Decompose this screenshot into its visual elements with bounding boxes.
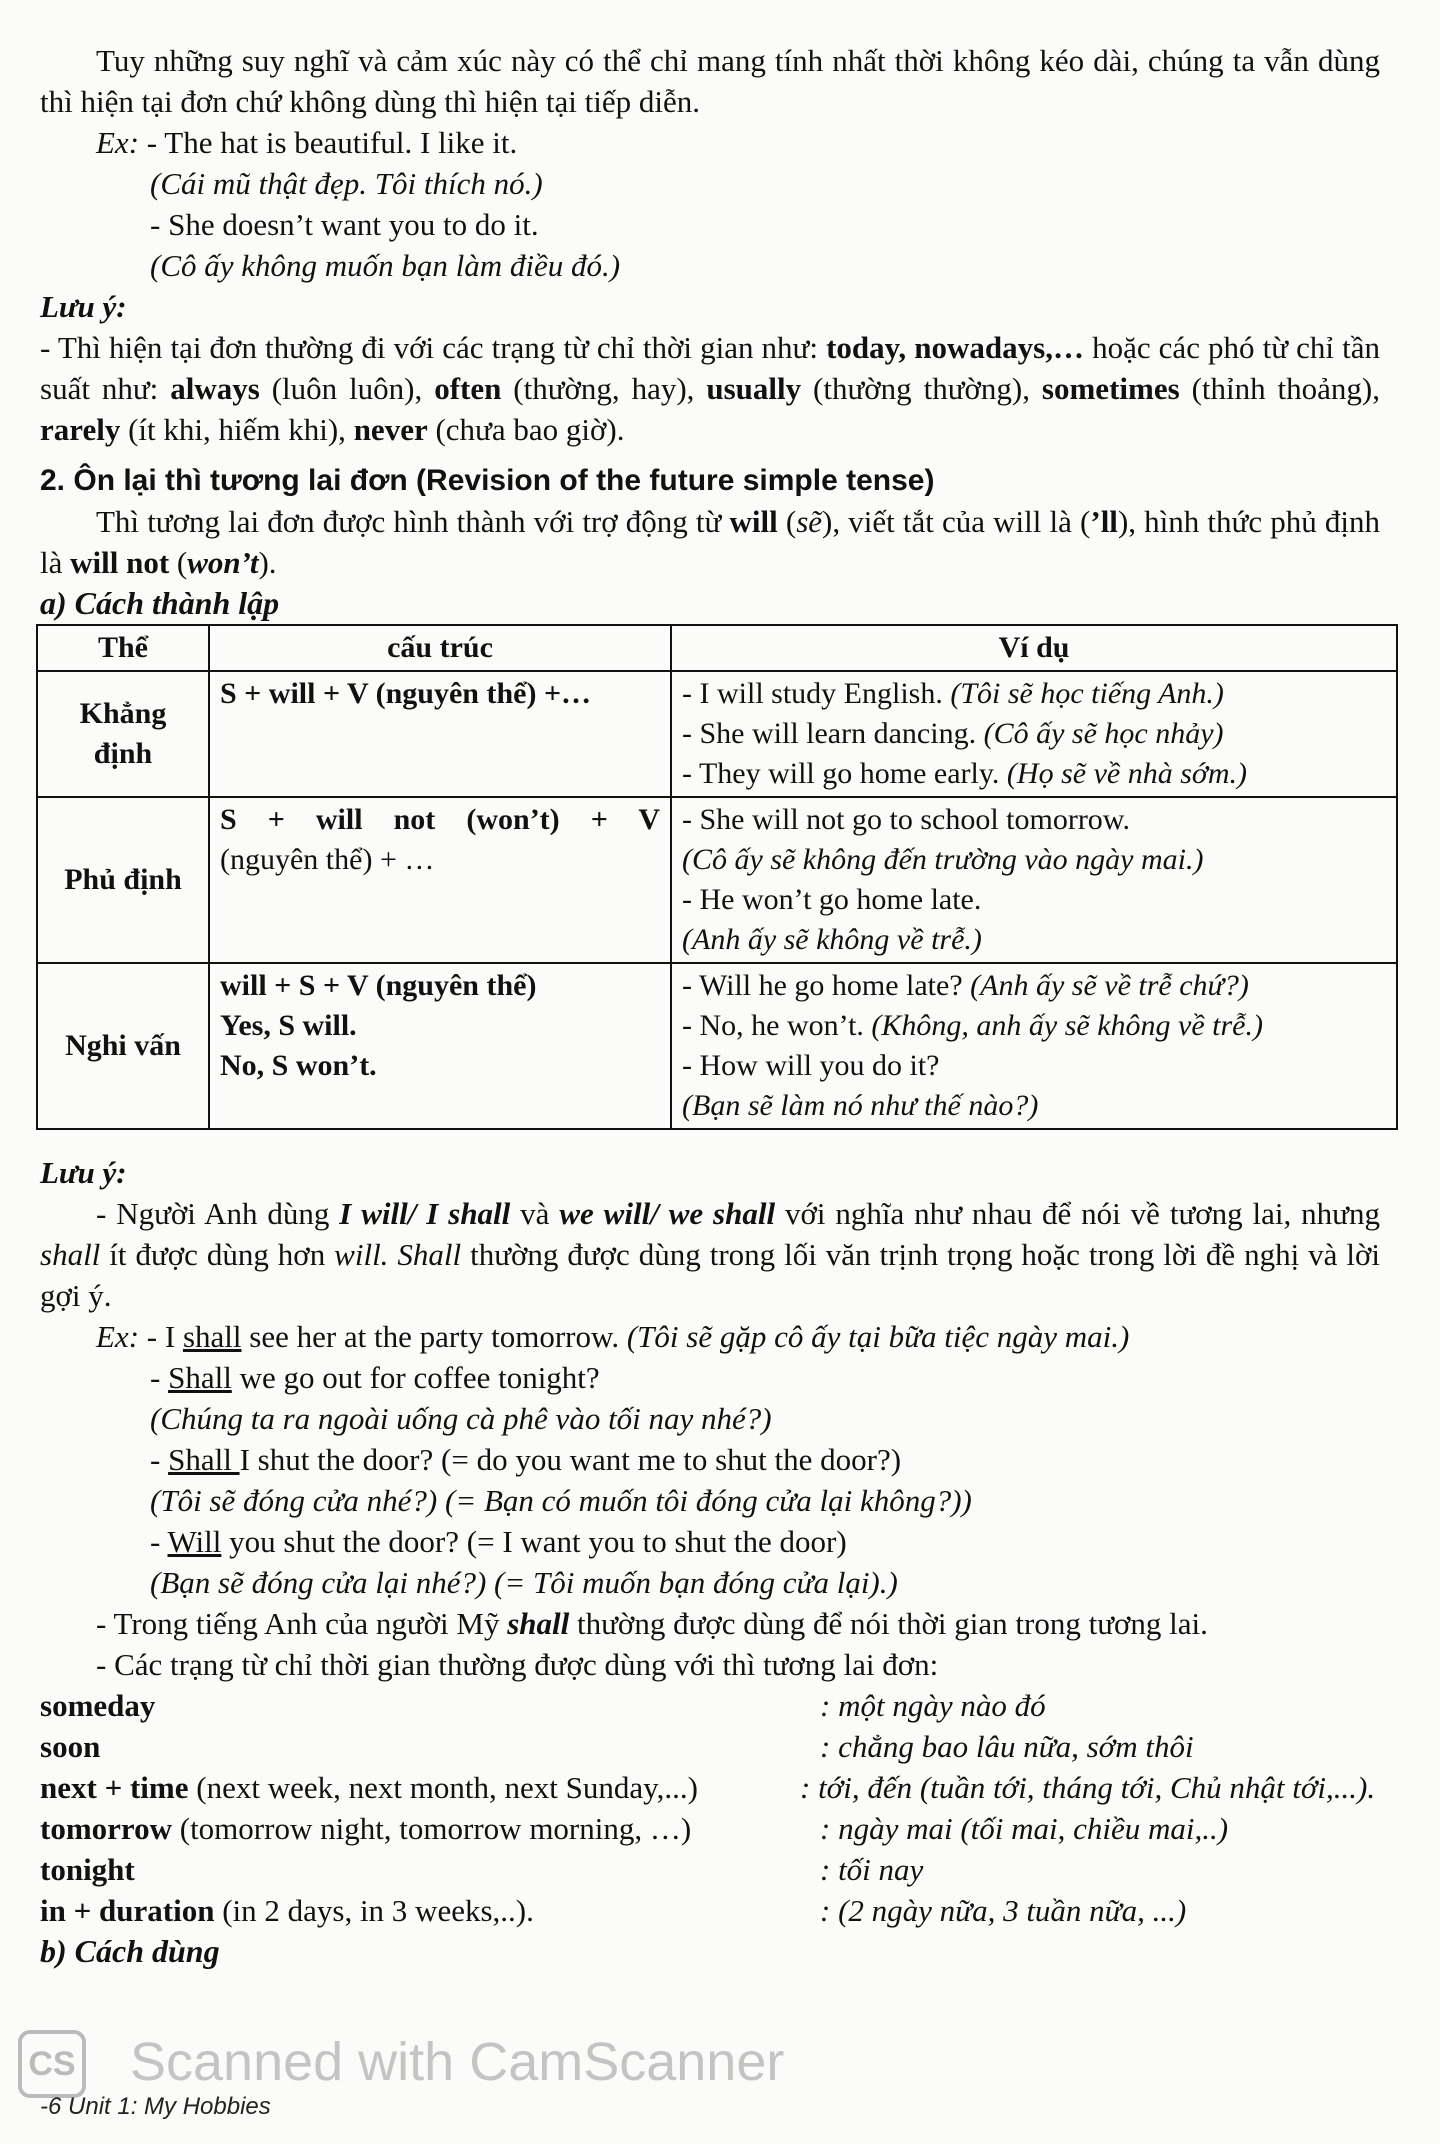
table-cell-form: Phủ định <box>37 797 209 963</box>
table-row <box>37 797 1397 963</box>
table-cell-examples <box>671 797 1397 963</box>
future-simple-table <box>36 624 1398 1130</box>
structure-line: (nguyên thể) + … <box>220 843 435 876</box>
camscanner-logo: CS <box>18 2030 86 2098</box>
adverb-item: tonight : tối nay <box>40 1852 924 1887</box>
section-title: 2. Ôn lại thì tương lai đơn (Revision of the future simple tense) <box>40 464 935 497</box>
structure-line: Yes, S will. <box>220 1009 357 1042</box>
subsection-a-title: a) Cách thành lập <box>40 585 280 621</box>
shall-example-2: - Shall we go out for coffee tonight? <box>150 1360 600 1395</box>
intro-paragraph: Tuy những suy nghĩ và cảm xúc này có thể chỉ mang tính nhất thời không kéo dài, chúng ta vẫn dùng thì hiện tại đơn chứ không dùng thì hiện tại tiếp diễn. <box>40 43 1380 119</box>
american-shall-note: - Trong tiếng Anh của người Mỹ shall thường được dùng để nói thời gian trong tương lai. <box>96 1606 1208 1641</box>
example-line: - I will study English. (Tôi sẽ học tiếng Anh.) <box>682 677 1224 710</box>
shall-example-3-vi: (Tôi sẽ đóng cửa nhé?) (= Bạn có muốn tôi đóng cửa lại không?)) <box>150 1483 972 1518</box>
structure-line: S + will not (won’t) + V <box>220 803 660 836</box>
adverb-item: tomorrow (tomorrow night, tomorrow morning, …) : ngày mai (tối mai, chiều mai,..) <box>40 1811 1229 1846</box>
structure-line: will + S + V (nguyên thể) <box>220 969 537 1002</box>
table-cell-structure <box>209 963 671 1129</box>
structure-line: S + will + V (nguyên thể) +… <box>220 677 592 710</box>
table-cell-examples <box>671 671 1397 797</box>
subsection-b-title: b) Cách dùng <box>40 1933 220 1969</box>
example-line: (Bạn sẽ làm nó như thế nào?) <box>682 1089 1039 1122</box>
adverb-item: soon : chẳng bao lâu nữa, sớm thôi <box>40 1729 1194 1764</box>
will-example-4-vi: (Bạn sẽ đóng cửa lại nhé?) (= Tôi muốn bạn đóng cửa lại).) <box>150 1565 898 1600</box>
example-line: (Anh ấy sẽ không về trễ.) <box>682 923 982 956</box>
adverb-list <box>40 1685 1380 1931</box>
shall-example-3: - Shall I shut the door? (= do you want me to shut the door?) <box>150 1442 902 1477</box>
table-cell-structure <box>209 797 671 963</box>
table-header: Thể <box>37 625 209 671</box>
page-footer: -6 Unit 1: My Hobbies <box>40 2093 271 2120</box>
note2-paragraph: - Người Anh dùng I will/ I shall và we will/ we shall với nghĩa như nhau để nói về tương lai, nhưng shall ít được dùng hơn will. Shall thường được dùng trong lối văn trịnh trọng hoặc trong lời đề nghị và lời gợi ý. <box>40 1196 1380 1313</box>
table-row <box>37 671 1397 797</box>
table-row <box>37 963 1397 1129</box>
adverbs-intro: - Các trạng từ chỉ thời gian thường được dùng với thì tương lai đơn: <box>96 1647 939 1682</box>
structure-line: No, S won’t. <box>220 1049 377 1082</box>
table-cell-form: Khẳng định <box>37 671 209 797</box>
camscanner-watermark: Scanned with CamScanner <box>130 2032 785 2092</box>
note-present-simple: - Thì hiện tại đơn thường đi với các trạng từ chỉ thời gian như: today, nowadays,… hoặc các phó từ chỉ tần suất như: always (luôn luôn), often (thường, hay), usually (thường thường), sometimes (thỉnh thoảng), rarely (ít khi, hiếm khi), never (chưa bao giờ). <box>40 330 1381 447</box>
adverb-item: next + time (next week, next month, next Sunday,...) : tới, đến (tuần tới, tháng tới, Chủ nhật tới,...). <box>40 1770 1376 1805</box>
table-cell-structure <box>209 671 671 797</box>
example-line: - She will learn dancing. (Cô ấy sẽ học nhảy) <box>682 717 1224 750</box>
example-line: - She will not go to school tomorrow. <box>682 803 1131 836</box>
example-line: (Cô ấy sẽ không đến trường vào ngày mai.) <box>682 843 1204 876</box>
table-header: Ví dụ <box>671 625 1397 671</box>
adverb-item: someday : một ngày nào đó <box>40 1688 1046 1723</box>
note-label: Lưu ý: <box>40 289 127 324</box>
shall-example-2-vi: (Chúng ta ra ngoài uống cà phê vào tối nay nhé?) <box>150 1401 772 1436</box>
example-line: - No, he won’t. (Không, anh ấy sẽ không về trễ.) <box>682 1009 1263 1042</box>
table-cell-form: Nghi vấn <box>37 963 209 1129</box>
example-line: - How will you do it? <box>682 1049 940 1082</box>
note2-label: Lưu ý: <box>40 1155 127 1190</box>
will-example-4: - Will you shut the door? (= I want you to shut the door) <box>150 1524 847 1559</box>
adverb-item: in + duration (in 2 days, in 3 weeks,..). : (2 ngày nữa, 3 tuần nữa, ...) <box>40 1893 1187 1928</box>
document-page <box>40 40 1380 1972</box>
section-intro: Thì tương lai đơn được hình thành với trợ động từ will (sẽ), viết tắt của will là (’ll), hình thức phủ định là will not (won’t). <box>40 504 1380 580</box>
table-header: cấu trúc <box>209 625 671 671</box>
intro-example-2-vi: (Cô ấy không muốn bạn làm điều đó.) <box>150 248 621 283</box>
intro-example-1: Ex: - The hat is beautiful. I like it. <box>96 125 518 160</box>
example-line: - They will go home early. (Họ sẽ về nhà sớm.) <box>682 757 1248 790</box>
example-line: - Will he go home late? (Anh ấy sẽ về trễ chứ?) <box>682 969 1249 1002</box>
intro-example-1-vi: (Cái mũ thật đẹp. Tôi thích nó.) <box>150 166 543 201</box>
example-line: - He won’t go home late. <box>682 883 982 916</box>
table-cell-examples <box>671 963 1397 1129</box>
intro-example-2: - She doesn’t want you to do it. <box>150 207 539 242</box>
shall-example-1: Ex: - I shall see her at the party tomorrow. (Tôi sẽ gặp cô ấy tại bữa tiệc ngày mai.) <box>96 1319 1130 1354</box>
